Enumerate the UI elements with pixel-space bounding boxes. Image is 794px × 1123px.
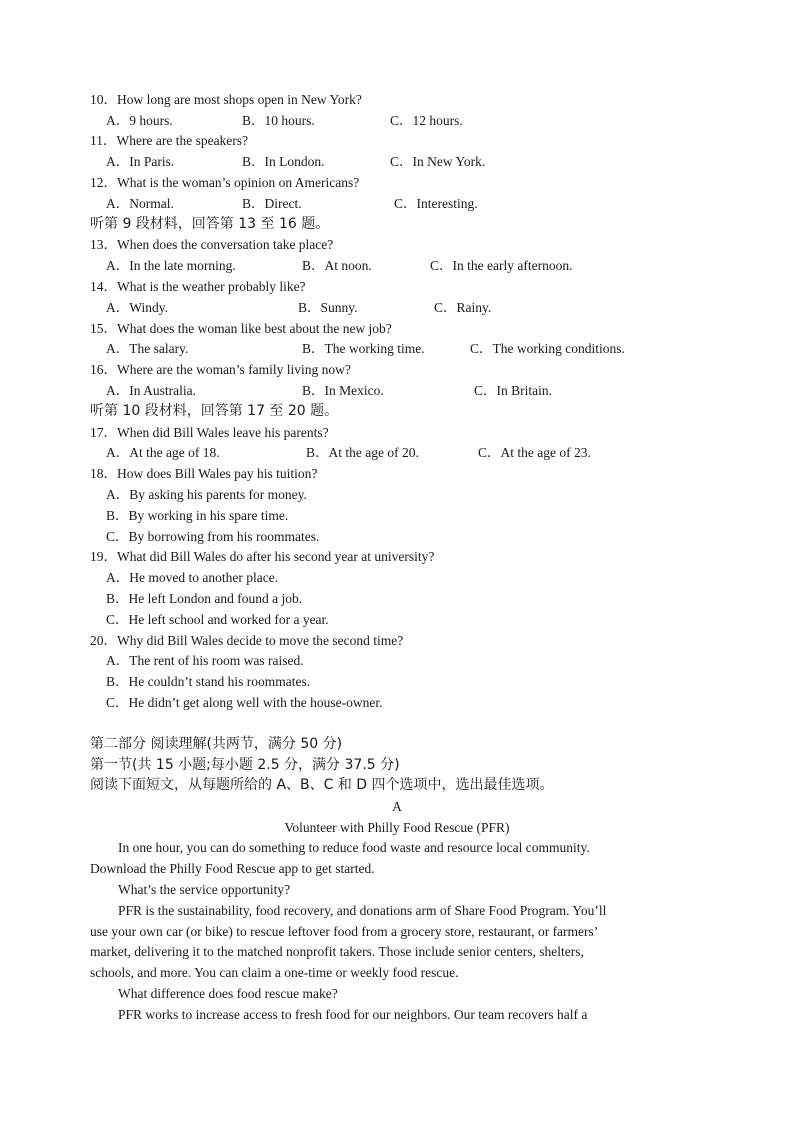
option-20b: B．He couldn’t stand his roommates. xyxy=(106,674,311,689)
section-10-instruction: 听第 10 段材料，回答第 17 至 20 题。 xyxy=(90,403,339,419)
option-20a: A．The rent of his room was raised. xyxy=(106,653,304,668)
option-10a: A．9 hours. xyxy=(106,113,173,128)
section-one-title: 第一节(共 15 小题;每小题 2.5 分，满分 37.5 分) xyxy=(90,757,400,773)
option-13c: C．In the early afternoon. xyxy=(430,258,573,273)
option-18a: A．By asking his parents for money. xyxy=(106,487,307,502)
option-19a: A．He moved to another place. xyxy=(106,570,279,585)
option-10c: C．12 hours. xyxy=(390,113,463,128)
option-17c: C．At the age of 23. xyxy=(478,445,591,460)
passage-line-1: In one hour, you can do something to reduce food waste and resource local community. xyxy=(118,840,590,855)
option-18b: B．By working in his spare time. xyxy=(106,508,289,523)
section-9-instruction: 听第 9 段材料，回答第 13 至 16 题。 xyxy=(90,216,330,232)
passage-line-5: market, delivering it to the matched nonprofit takers. Those include senior centers, shelters, xyxy=(90,944,584,959)
option-15c: C．The working conditions. xyxy=(470,341,625,356)
option-18c: C．By borrowing from his roommates. xyxy=(106,529,320,544)
option-11c: C．In New York. xyxy=(390,154,486,169)
option-12a: A．Normal. xyxy=(106,196,174,211)
passage-line-3: PFR is the sustainability, food recovery, and donations arm of Share Food Program. You’ll xyxy=(118,903,607,918)
passage-line-6: schools, and more. You can claim a one-time or weekly food rescue. xyxy=(90,965,459,980)
passage-line-2: Download the Philly Food Rescue app to get started. xyxy=(90,861,375,876)
question-17: 17．When did Bill Wales leave his parents? xyxy=(90,425,329,440)
option-15a: A．The salary. xyxy=(106,341,189,356)
passage-subheading-2: What difference does food rescue make? xyxy=(118,986,338,1001)
option-16c: C．In Britain. xyxy=(474,383,552,398)
question-16: 16．Where are the woman’s family living now? xyxy=(90,362,351,377)
option-19c: C．He left school and worked for a year. xyxy=(106,612,329,627)
question-11: 11．Where are the speakers? xyxy=(90,133,249,148)
option-16a: A．In Australia. xyxy=(106,383,196,398)
question-19: 19．What did Bill Wales do after his second year at university? xyxy=(90,549,435,564)
option-12b: B．Direct. xyxy=(242,196,302,211)
option-17b: B．At the age of 20. xyxy=(306,445,419,460)
question-12: 12．What is the woman’s opinion on Americans? xyxy=(90,175,360,190)
option-17a: A．At the age of 18. xyxy=(106,445,220,460)
option-13b: B．At noon. xyxy=(302,258,372,273)
option-12c: C．Interesting. xyxy=(394,196,478,211)
question-13: 13．When does the conversation take place? xyxy=(90,237,334,252)
reading-instruction: 阅读下面短文，从每题所给的 A、B、C 和 D 四个选项中，选出最佳选项。 xyxy=(90,777,554,793)
passage-title: Volunteer with Philly Food Rescue (PFR) xyxy=(284,820,510,835)
option-10b: B．10 hours. xyxy=(242,113,315,128)
option-14c: C．Rainy. xyxy=(434,300,492,315)
question-18: 18．How does Bill Wales pay his tuition? xyxy=(90,466,318,481)
question-10: 10．How long are most shops open in New York? xyxy=(90,92,362,107)
part-two-title: 第二部分 阅读理解(共两节，满分 50 分) xyxy=(90,736,343,752)
passage-subheading-1: What’s the service opportunity? xyxy=(118,882,291,897)
question-14: 14．What is the weather probably like? xyxy=(90,279,306,294)
option-16b: B．In Mexico. xyxy=(302,383,384,398)
option-19b: B．He left London and found a job. xyxy=(106,591,303,606)
passage-line-4: use your own car (or bike) to rescue leftover food from a grocery store, restaurant, or farmers’ xyxy=(90,924,599,939)
passage-letter: A xyxy=(392,799,402,814)
option-14b: B．Sunny. xyxy=(298,300,358,315)
option-15b: B．The working time. xyxy=(302,341,425,356)
option-14a: A．Windy. xyxy=(106,300,168,315)
option-20c: C．He didn’t get along well with the house-owner. xyxy=(106,695,383,710)
option-11b: B．In London. xyxy=(242,154,325,169)
passage-line-7: PFR works to increase access to fresh food for our neighbors. Our team recovers half a xyxy=(118,1007,588,1022)
question-20: 20．Why did Bill Wales decide to move the second time? xyxy=(90,633,404,648)
option-11a: A．In Paris. xyxy=(106,154,175,169)
option-13a: A．In the late morning. xyxy=(106,258,236,273)
question-15: 15．What does the woman like best about the new job? xyxy=(90,321,392,336)
